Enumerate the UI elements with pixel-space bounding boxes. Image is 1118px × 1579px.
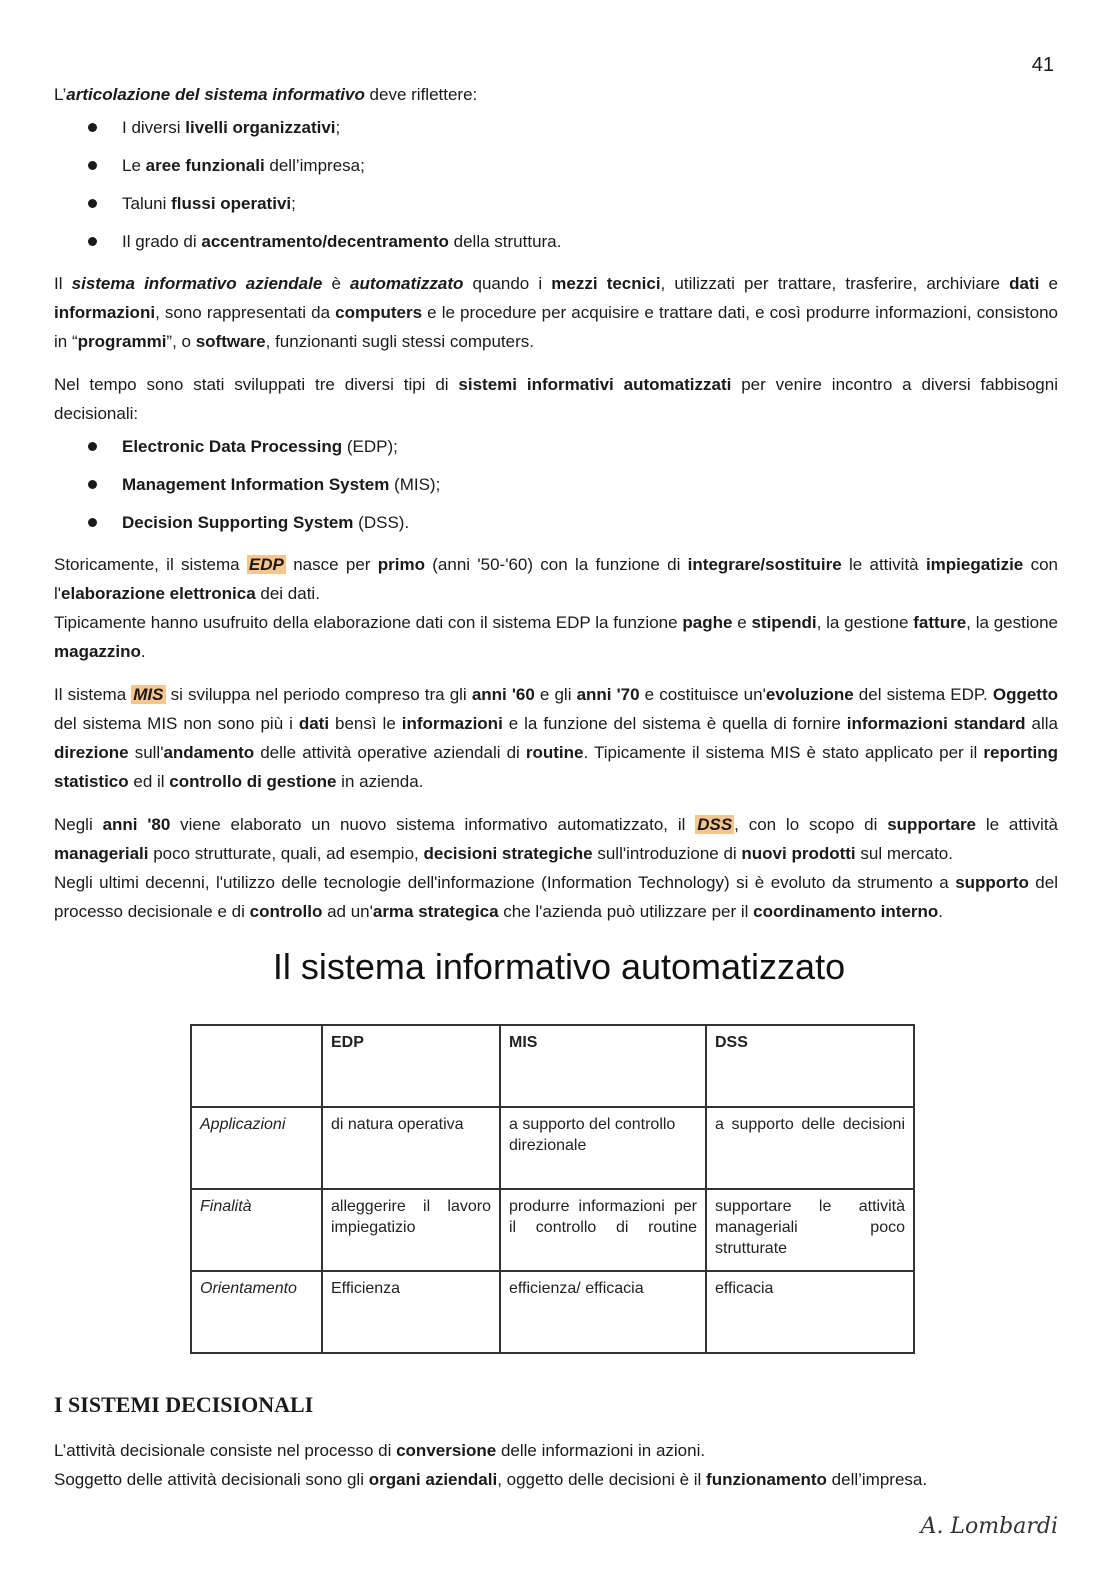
- list-item: Management Information System (MIS);: [54, 470, 1058, 508]
- table-header-cell: MIS: [500, 1025, 706, 1107]
- main-content: [54, 80, 1058, 926]
- page-number: 41: [1031, 54, 1054, 76]
- types-list: [54, 432, 1058, 546]
- intro-paragraph: L’articolazione del sistema informativo deve riflettere:: [54, 85, 478, 104]
- table-cell: efficacia: [706, 1271, 914, 1353]
- table-cell: a supporto del controllo direzionale: [500, 1107, 706, 1189]
- section-body: [54, 1436, 1058, 1494]
- table-cell: efficienza/ efficacia: [500, 1271, 706, 1353]
- list-item: Decision Supporting System (DSS).: [54, 508, 1058, 546]
- dss-paragraph-2: Negli ultimi decenni, l'utilizzo delle tecnologie dell'informazione (Information Technology) si è evoluto da strumento a supporto del processo decisionale e di controllo ad un'arma strategica che l'azienda può utilizzare per il coordinamento interno.: [54, 873, 1058, 921]
- table-header-cell: [191, 1025, 322, 1107]
- table-cell: di natura operativa: [322, 1107, 500, 1189]
- dss-paragraph: Negli anni '80 viene elaborato un nuovo sistema informativo automatizzato, il DSS , con lo scopo di supportare le attività manageriali poco strutturate, quali, ad esempio, decisioni strategiche sull'introduzione di nuovi prodotti sul mercato.: [54, 815, 1059, 863]
- table-cell: Efficienza: [322, 1271, 500, 1353]
- table-row: [191, 1189, 914, 1271]
- list-item: Taluni flussi operativi;: [54, 189, 1058, 227]
- section-line: L’attività decisionale consiste nel processo di conversione delle informazioni in azioni.: [54, 1441, 706, 1460]
- list-item: Le aree funzionali dell’impresa;: [54, 151, 1058, 189]
- figure-title: Il sistema informativo automatizzato: [272, 946, 846, 987]
- mis-highlight: MIS: [133, 685, 164, 704]
- mis-paragraph: Il sistema MIS si sviluppa nel periodo compreso tra gli anni '60 e gli anni '70 e costituisce un'evoluzione del sistema EDP. Oggetto del sistema MIS non sono più i dati bensì le informazioni e la funzione del sistema è quella di fornire informazioni standard alla direzione sull'andamento delle attività operative aziendali di routine. Tipicamente il sistema MIS è stato applicato per il reporting statistico ed il controllo di gestione in azienda.: [54, 685, 1058, 791]
- automation-paragraph: Il sistema informativo aziendale è automatizzato quando i mezzi tecnici, utilizzati per trattare, trasferire, archiviare dati e informazioni, sono rappresentati da computers e le procedure per acquisire e trattare dati, e così produrre informazioni, consistono in “programmi”, o software, funzionanti sugli stessi computers.: [54, 274, 1058, 351]
- section-line: Soggetto delle attività decisionali sono gli organi aziendali, oggetto delle decisioni è il funzionamento dell’impresa.: [54, 1470, 928, 1489]
- table-cell: supportare le attività manageriali poco strutturate: [706, 1189, 914, 1271]
- row-header: Orientamento: [191, 1271, 322, 1353]
- table-row: [191, 1271, 914, 1353]
- edp-paragraph-2: Tipicamente hanno usufruito della elaborazione dati con il sistema EDP la funzione paghe e stipendi, la gestione fatture, la gestione magazzino.: [54, 613, 1058, 661]
- edp-paragraph: Storicamente, il sistema EDP nasce per primo (anni '50-'60) con la funzione di integrare/sostituire le attività impiegatizie con l'elaborazione elettronica dei dati.: [54, 555, 1058, 603]
- table-header-row: [191, 1025, 914, 1107]
- dss-highlight: DSS: [697, 815, 733, 834]
- author-signature: A. Lombardi: [920, 1514, 1058, 1539]
- list-item: Electronic Data Processing (EDP);: [54, 432, 1058, 470]
- row-header: Applicazioni: [191, 1107, 322, 1189]
- row-header: Finalità: [191, 1189, 322, 1271]
- section-title: I SISTEMI DECISIONALI: [54, 1392, 314, 1417]
- table-header-cell: EDP: [322, 1025, 500, 1107]
- table-header-cell: DSS: [706, 1025, 914, 1107]
- list-item: Il grado di accentramento/decentramento della struttura.: [54, 227, 1058, 265]
- comparison-table: [190, 1024, 915, 1354]
- edp-highlight: EDP: [248, 555, 284, 574]
- list-item: I diversi livelli organizzativi;: [54, 113, 1058, 151]
- types-paragraph: Nel tempo sono stati sviluppati tre diversi tipi di sistemi informativi automatizzati per venire incontro a diversi fabbisogni decisionali:: [54, 375, 1058, 423]
- table-cell: produrre informazioni per il controllo di routine: [500, 1189, 706, 1271]
- table-row: [191, 1107, 914, 1189]
- table-cell: alleggerire il lavoro impiegatizio: [322, 1189, 500, 1271]
- table-cell: a supporto delle decisioni: [706, 1107, 914, 1189]
- intro-list: [54, 113, 1058, 265]
